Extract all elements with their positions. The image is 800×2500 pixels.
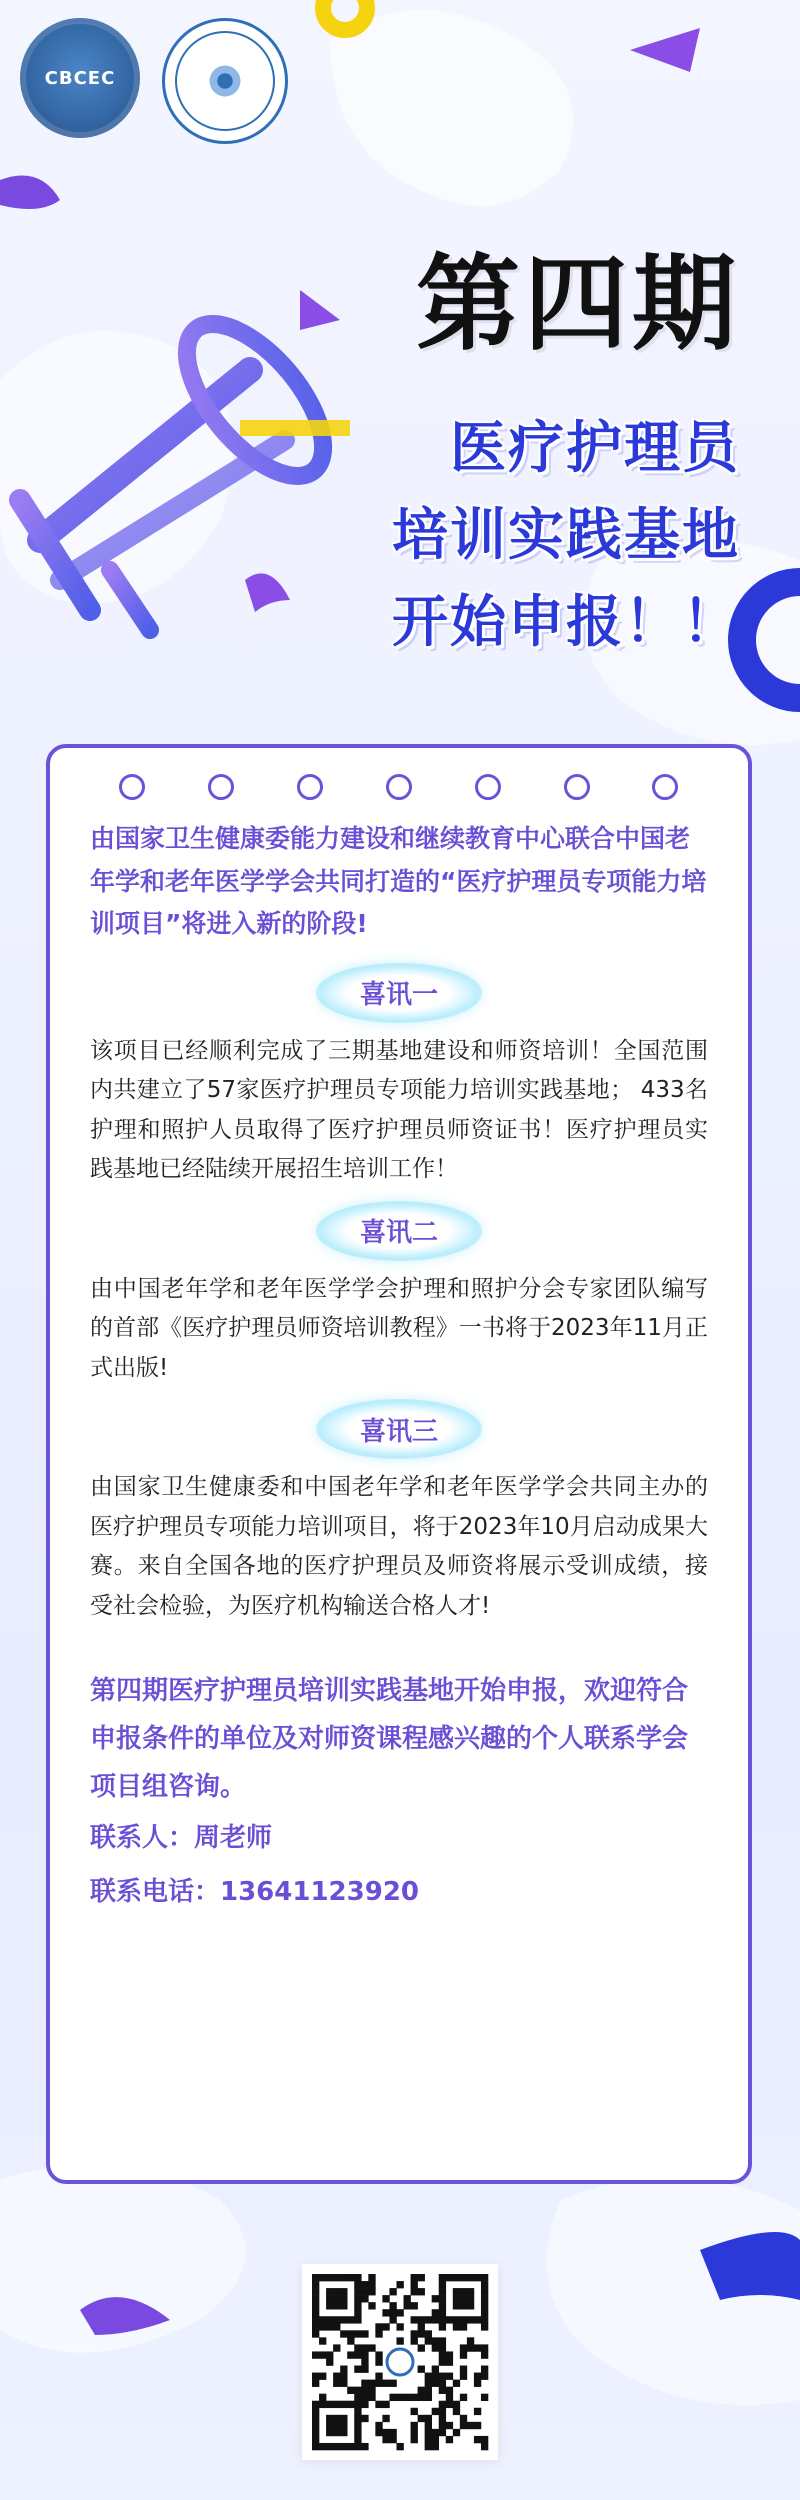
news-tag-3: 喜讯三 [319, 1402, 479, 1456]
news-tag-1: 喜讯一 [319, 966, 479, 1020]
cbcec-logo [20, 18, 140, 138]
call-to-action: 第四期医疗护理员培训实践基地开始申报，欢迎符合申报条件的单位及对师资课程感兴趣的个人联系学会项目组咨询。 [90, 1675, 689, 1802]
news-text-1: 该项目已经顺利完成了三期基地建设和师资培训！全国范围内共建立了57家医疗护理员专项能力培训实践基地； 433名护理和照护人员取得了医疗护理员师资证书！医疗护理员实践基地已经陆续开展招生培训工作！ [90, 1037, 708, 1183]
binder-ring [297, 774, 323, 800]
issue-title: 第四期 [415, 243, 740, 365]
news-text-3: 由国家卫生健康委和中国老年学和老年医学学会共同主办的医疗护理员专项能力培训项目，将于2023年10月启动成果大赛。来自全国各地的医疗护理员及师资将展示受训成绩，接受社会检验，为医疗机构输送合格人才! [90, 1474, 708, 1619]
headline-line-1: 医疗护理员 [450, 416, 740, 481]
announcement-card [46, 744, 752, 2184]
binder-ring [652, 774, 678, 800]
news-tag-wrap [90, 1402, 708, 1456]
headline [392, 220, 740, 666]
news-tag-wrap [90, 966, 708, 1020]
contact-person: 联系人：周老师 [90, 1822, 273, 1853]
society-logo [162, 18, 288, 144]
qr-code[interactable] [302, 2264, 498, 2460]
news-text-2: 由中国老年学和老年医学学会护理和照护分会专家团队编写的首部《医疗护理员师资培训教程》一书将于2023年11月正式出版! [90, 1275, 708, 1381]
society-logo-ring [175, 31, 275, 131]
news-tag-2: 喜讯二 [319, 1204, 479, 1258]
megaphone-icon [0, 250, 360, 670]
binder-ring [119, 774, 145, 800]
binder-ring [386, 774, 412, 800]
headline-line-3: 开始申报！！ [392, 589, 740, 655]
logo-bar [20, 18, 288, 144]
binder-ring [208, 774, 234, 800]
card-content [90, 818, 708, 1920]
contact-phone: 联系电话：13641123920 [90, 1877, 419, 1908]
headline-line-2: 培训实践基地 [392, 502, 740, 568]
qr-code-pattern [302, 2264, 498, 2460]
binder-ring [564, 774, 590, 800]
binder-rings [50, 774, 748, 800]
cbcec-logo-text: CBCEC [44, 67, 116, 89]
binder-ring [475, 774, 501, 800]
qr-center-logo [387, 2349, 413, 2375]
intro-paragraph: 由国家卫生健康委能力建设和继续教育中心联合中国老年学和老年医学学会共同打造的“医疗护理员专项能力培训项目”将进入新的阶段! [90, 824, 707, 938]
news-tag-wrap [90, 1204, 708, 1258]
